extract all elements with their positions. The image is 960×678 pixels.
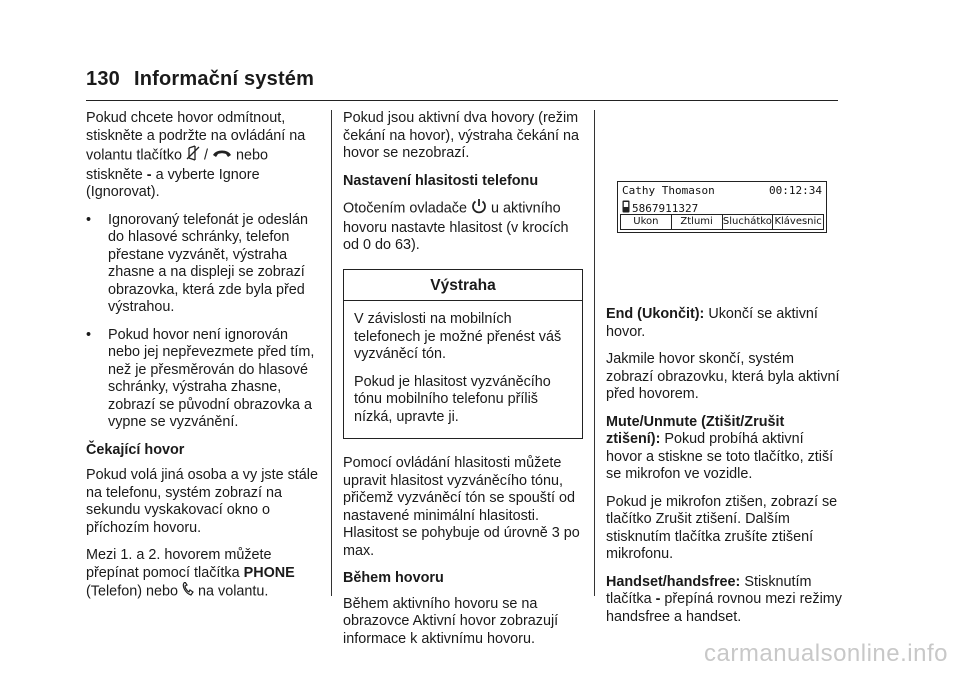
page-title: Informační systém [133,68,315,90]
page-number: 130 [86,68,120,90]
column-divider [331,110,332,596]
waiting-paragraph: Pokud volá jiná osoba a vy jste stále na telefonu, systém zobrazí na sekundu vyskakovací okno o příchozím hovoru. [86,467,318,536]
header-rule [86,100,838,101]
column-1 [86,110,318,612]
keypad-button[interactable]: Klávesnic [772,215,823,229]
page-header [86,68,314,91]
call-buttons [620,214,824,230]
switch-paragraph: Mezi 1. a 2. hovorem můžete přepínat pomocí tlačítka PHONE (Telefon) nebo na volantu. [86,547,295,600]
end-paragraph: End (Ukončit): Ukončí se aktivní hovor. [606,306,818,340]
warning-paragraph: V závislosti na mobilních telefonech je možné přenést váš vyzváněcí tón. [354,311,562,362]
active-call-screen [617,181,827,233]
bullet-item: • Pokud hovor není ignorován nebo jej nepřevezmete před tím, než je přesměrován do hlasové schránky, výstraha zhasne, zobrazí se původní obrazovka a vypne se vyzvánění. [86,326,315,430]
column-3 [606,306,842,636]
watermark: carmanualsonline.info [704,640,948,667]
mute-call-icon [186,145,200,167]
phone-handset-icon [182,582,194,602]
section-heading: Čekající hovor [86,441,185,458]
ring-volume-paragraph: Pomocí ovládání hlasitosti můžete upravit hlasitost vyzváněcího tónu, přičemž vyzváněcí tón se spouští od nastavené minimální hlasitosti. Hlasitost se pohybuje od úrovně 3 po max. [343,455,580,559]
mute-button[interactable]: Ztlumi [671,215,722,229]
end-after-paragraph: Jakmile hovor skončí, systém zobrazí obrazovku, která byla aktivní před hovorem. [606,351,840,402]
call-timer: 00:12:34 [769,184,822,197]
handset-paragraph: Handset/handsfree: Stisknutím tlačítka - přepíná rovnou mezi režimy handsfree a handset. [606,573,842,625]
caller-number: 5867911327 [622,200,698,216]
end-call-button[interactable]: Ukon [633,216,659,227]
bullet-item: • Ignorovaný telefonát je odeslán do hlasové schránky, telefon přestane vyzvánět, výstraha zhasne a na displeji se zobrazí obrazovka, která zde byla před výstrahou. [86,211,309,315]
handset-button[interactable]: Sluchátko [722,216,772,227]
column-divider [594,110,595,596]
warning-box [343,269,583,440]
warning-paragraph: Pokud je hlasitost vyzváněcího tónu mobilního telefonu příliš nízká, upravte ji. [354,373,551,425]
section-heading: Během hovoru [343,570,444,586]
during-call-paragraph: Během aktivního hovoru se na obrazovce Aktivní hovor zobrazují informace k aktivnímu hovoru. [343,595,559,647]
mute-paragraph: Mute/Unmute (Ztišit/Zrušit ztišení): Pokud probíhá aktivní hovor a stiskne se toto tlačítko, ztiší se mikrofon ve vozidle. [606,413,834,482]
warning-title: Výstraha [344,270,582,302]
two-calls-paragraph: Pokud jsou aktivní dva hovory (režim čekání na hovor), výstraha čekání na hovor se nezobrazí. [343,110,579,161]
unmute-paragraph: Pokud je mikrofon ztišen, zobrazí se tlačítko Zrušit ztišení. Dalším stisknutím tlačítka zrušíte ztišení mikrofonu. [606,493,838,562]
volume-paragraph: Otočením ovladače u aktivního hovoru nastavte hlasitost (v krocích od 0 do 63). [343,198,583,255]
section-heading: Nastavení hlasitosti telefonu [343,172,539,189]
reject-call-paragraph: Pokud chcete hovor odmítnout, stiskněte a podržte na ovládání na volantu tlačítko / nebo stiskněte - a vyberte Ignore (Ignorovat). [86,110,306,200]
end-call-icon [212,147,232,165]
power-icon [471,198,487,220]
caller-name: Cathy Thomason [622,184,715,197]
column-2 [343,110,583,658]
